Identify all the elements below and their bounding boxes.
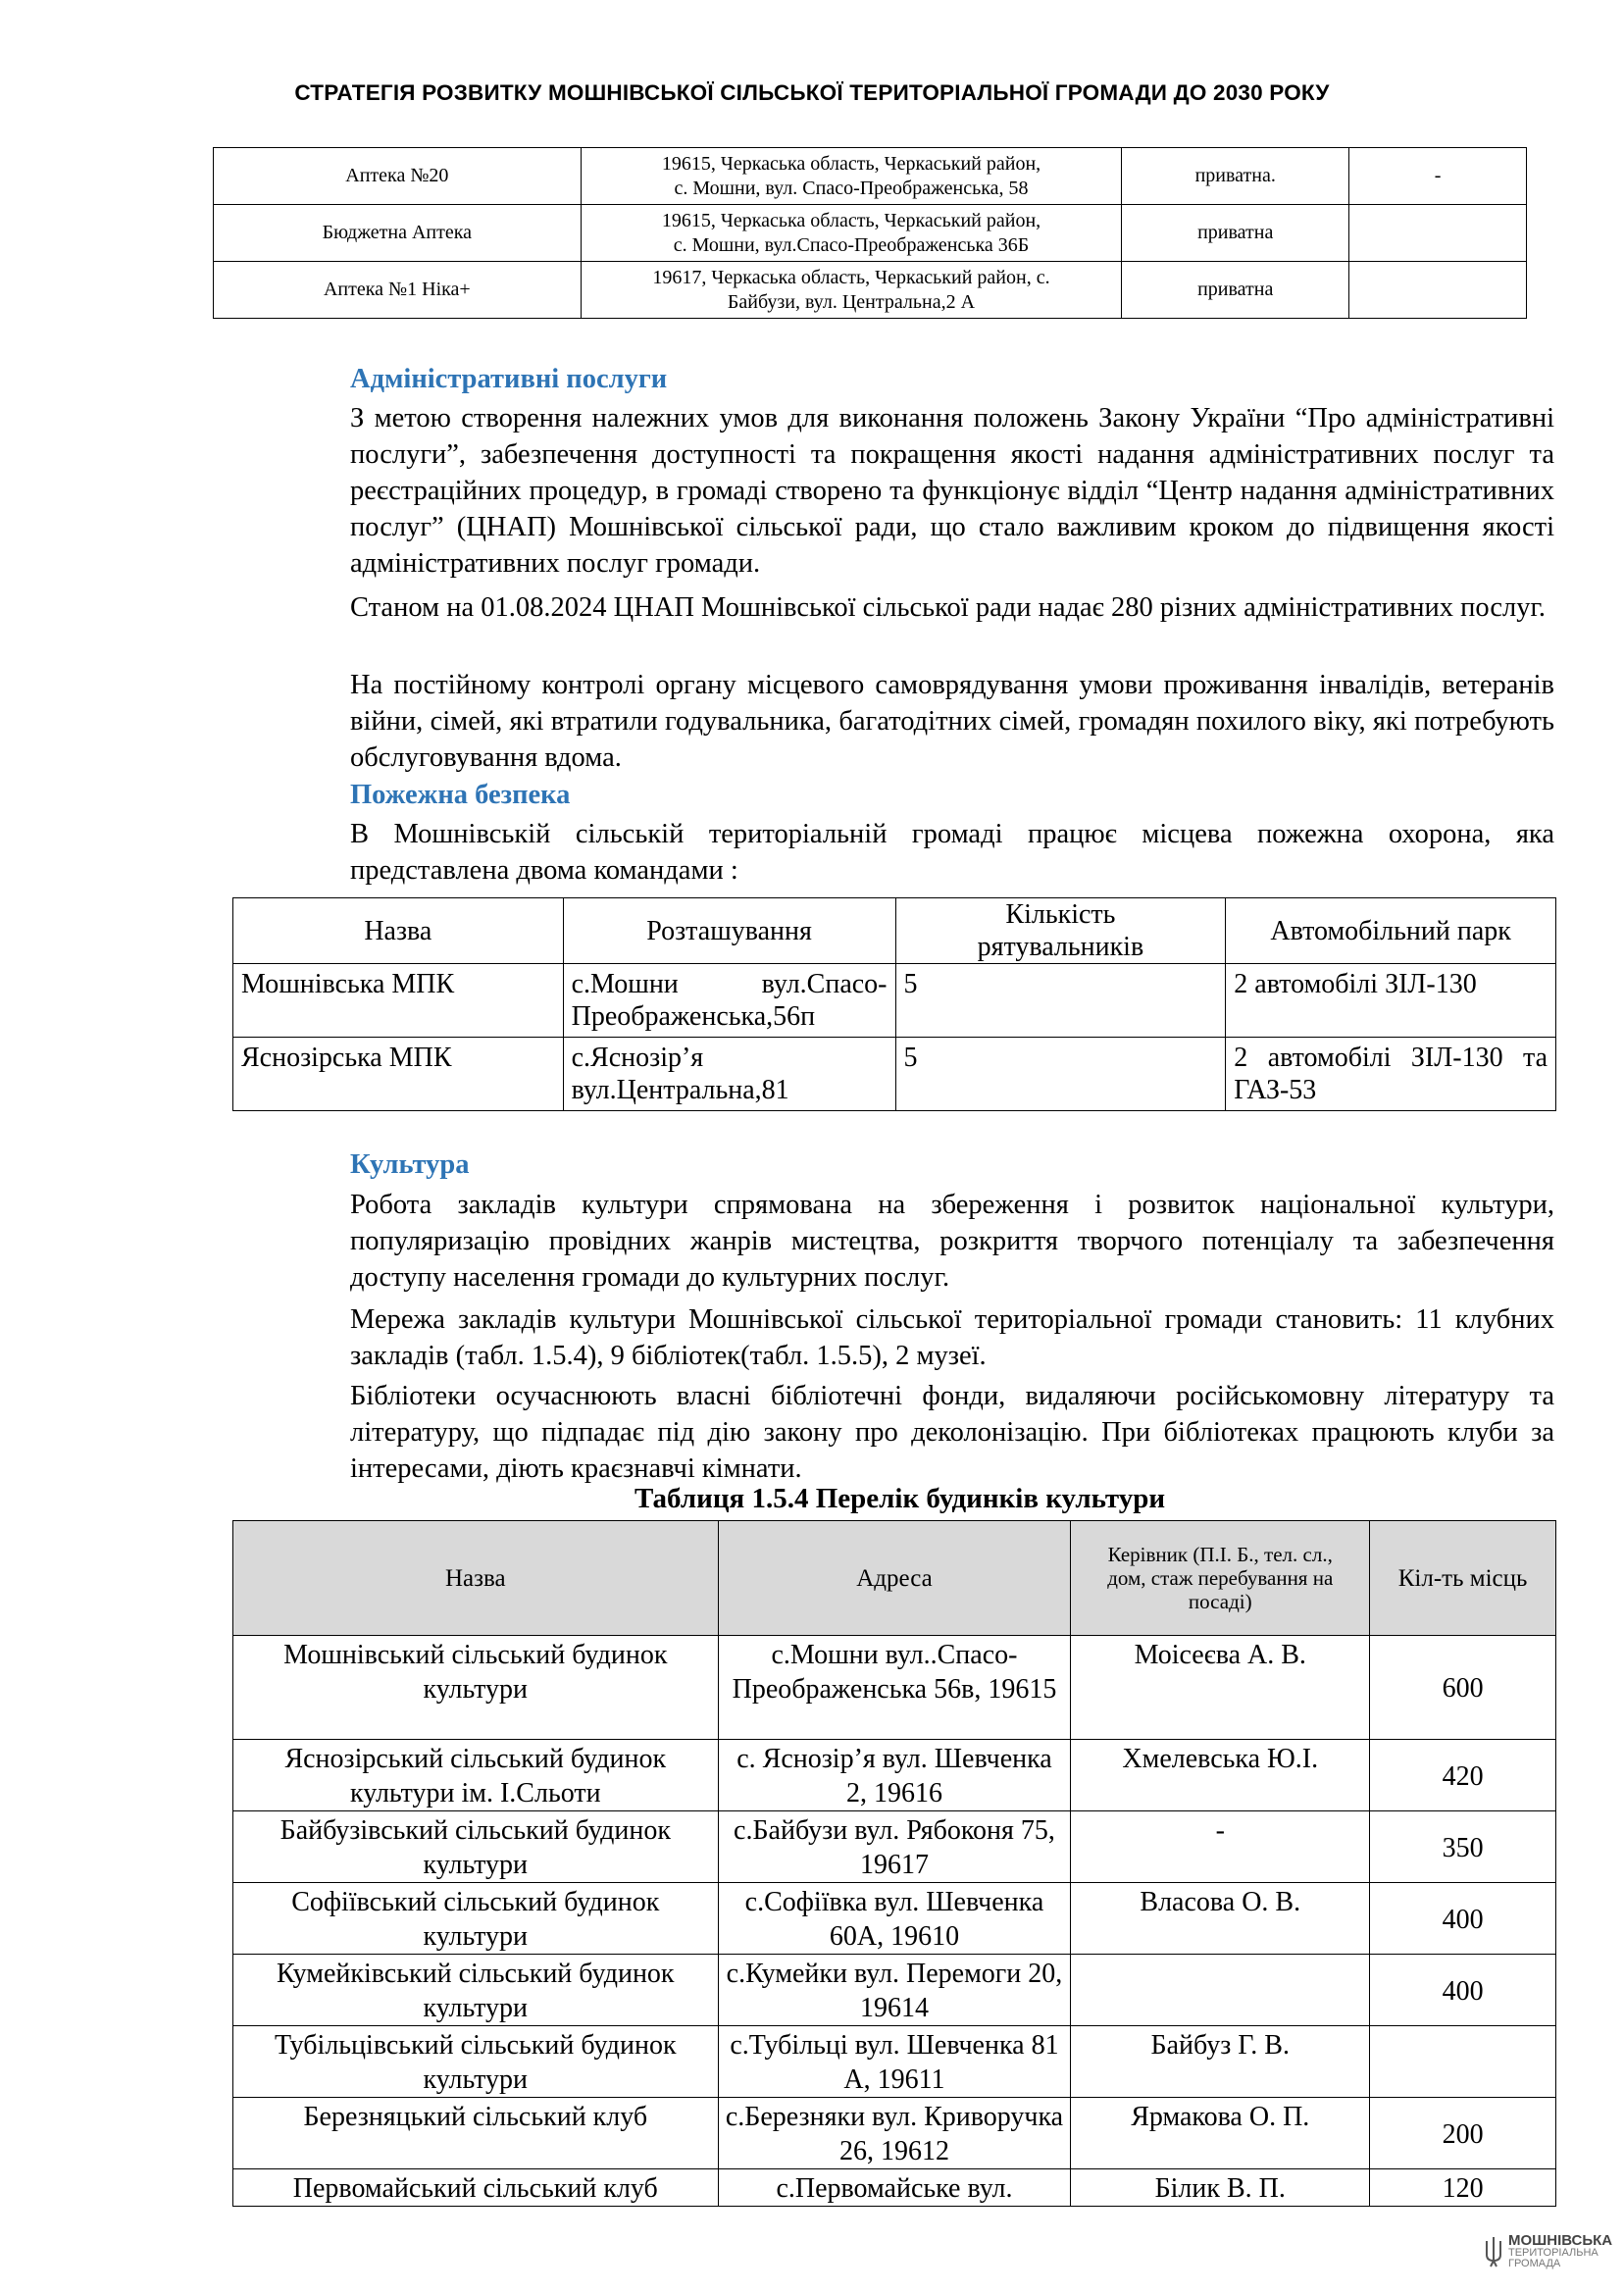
house-name: Кумейківський сільський будинок культури: [233, 1955, 719, 2026]
column-header: Керівник (П.І. Б., тел. сл., дом, стаж перебування на посаді): [1071, 1521, 1370, 1636]
brigade-count: 5: [895, 1038, 1226, 1111]
house-address: с.Кумейки вул. Перемоги 20, 19614: [718, 1955, 1071, 2026]
table-row: [214, 205, 1527, 262]
table-row: [233, 2026, 1556, 2098]
table-row: [214, 262, 1527, 319]
house-head: Хмелевська Ю.І.: [1071, 1740, 1370, 1811]
table-row: [233, 1955, 1556, 2026]
house-address: с. Яснозір’я вул. Шевченка 2, 19616: [718, 1740, 1071, 1811]
culture-houses-table: [232, 1520, 1556, 2207]
column-header: Назва: [233, 1521, 719, 1636]
brigade-count: 5: [895, 964, 1226, 1038]
culture-paragraph-3: Бібліотеки осучаснюють власні бібліотечні фонди, видаляючи російськомовну літературу та літературу, що підпадає під дію закону про деколонізацію. При бібліотеках працюють клуби за інтересами, діють краєзнавчі кімнати.: [350, 1381, 1554, 1484]
trident-icon: [1483, 2235, 1504, 2268]
table-row: [233, 964, 1556, 1038]
house-name: Софіївський сільський будинок культури: [233, 1883, 719, 1955]
admin-paragraph-1: З метою створення належних умов для виконання положень Закону України “Про адміністративні послуги”, забезпечення доступності та покращення якості надання адміністративних послуг та реєстраційних процедур, в громаді створено та функціонує відділ “Центр надання адміністративних послуг” (ЦНАП) Мошнівської сільської ради, що стало важливим кроком до підвищення якості адміністративних послуг громади.: [350, 403, 1554, 579]
house-head: Моісеєва А. В.: [1071, 1636, 1370, 1740]
culture-paragraph-2: Мережа закладів культури Мошнівської сільської територіальної громади становить: 11 клубних закладів (табл. 1.5.4), 9 бібліотек(табл. 1.5.5), 2 музеї.: [350, 1304, 1554, 1371]
brigade-location: с.Яснозір’я вул.Центральна,81: [563, 1038, 895, 1111]
house-address: с.Софіївка вул. Шевченка 60А, 19610: [718, 1883, 1071, 1955]
pharmacy-name: Бюджетна Аптека: [214, 205, 582, 262]
pharmacy-extra: [1349, 262, 1527, 319]
house-head: [1071, 1955, 1370, 2026]
culture-paragraph-1: Робота закладів культури спрямована на збереження і розвиток національної культури, популяризацію провідних жанрів мистецтва, розкриття творчого потенціалу та забезпечення доступу населення громади до культурних послуг.: [350, 1190, 1554, 1293]
house-head: Власова О. В.: [1071, 1883, 1370, 1955]
house-seats: 600: [1370, 1636, 1556, 1740]
table-row: [233, 1636, 1556, 1740]
pharmacy-address: 19615, Черкаська область, Черкаський район, с. Мошни, вул.Спасо-Преображенська 36Б: [581, 205, 1122, 262]
pharmacy-type: приватна: [1122, 205, 1349, 262]
house-name: Березняцький сільський клуб: [233, 2098, 719, 2169]
column-header: Розташування: [563, 898, 895, 964]
house-head: Ярмакова О. П.: [1071, 2098, 1370, 2169]
house-name: Первомайський сільський клуб: [233, 2169, 719, 2207]
fire-heading: Пожежна безпека: [350, 780, 571, 810]
admin-heading: Адміністративні послуги: [350, 364, 668, 394]
house-seats: 420: [1370, 1740, 1556, 1811]
fire-brigade-table: [232, 897, 1556, 1111]
pharmacy-address: 19617, Черкаська область, Черкаський район, с. Байбузи, вул. Центральна,2 А: [581, 262, 1122, 319]
brigade-location: с.Мошни вул.Спасо-Преображенська,56п: [563, 964, 895, 1038]
table-header-row: [233, 1521, 1556, 1636]
house-seats: 400: [1370, 1955, 1556, 2026]
table-row: [233, 1811, 1556, 1883]
house-name: Мошнівський сільський будинок культури: [233, 1636, 719, 1740]
house-name: Яснозірський сільський будинок культури ім. І.Сльоти: [233, 1740, 719, 1811]
table-row: [233, 1740, 1556, 1811]
house-head: Білик В. П.: [1071, 2169, 1370, 2207]
pharmacy-type: приватна: [1122, 262, 1349, 319]
brigade-name: Яснозірська МПК: [233, 1038, 564, 1111]
pharmacy-name: Аптека №1 Ніка+: [214, 262, 582, 319]
column-header: Назва: [233, 898, 564, 964]
admin-paragraph-2: Станом на 01.08.2024 ЦНАП Мошнівської сільської ради надає 280 різних адміністративних послуг.: [350, 592, 1547, 623]
house-name: Тубільцівський сільський будинок культури: [233, 2026, 719, 2098]
house-head: -: [1071, 1811, 1370, 1883]
table-header-row: [233, 898, 1556, 964]
column-header: Кіл-ть місць: [1370, 1521, 1556, 1636]
house-address: с.Байбузи вул. Рябоконя 75, 19617: [718, 1811, 1071, 1883]
house-seats: 350: [1370, 1811, 1556, 1883]
column-header: Автомобільний парк: [1226, 898, 1556, 964]
house-seats: 120: [1370, 2169, 1556, 2207]
column-header: Адреса: [718, 1521, 1071, 1636]
column-header: Кількість рятувальників: [895, 898, 1226, 964]
brigade-park: 2 автомобілі ЗІЛ-130 та ГАЗ-53: [1226, 1038, 1556, 1111]
house-name: Байбузівський сільський будинок культури: [233, 1811, 719, 1883]
culture-heading: Культура: [350, 1149, 470, 1180]
brigade-park: 2 автомобілі ЗІЛ-130: [1226, 964, 1556, 1038]
table-row: [233, 2098, 1556, 2169]
pharmacy-address: 19615, Черкаська область, Черкаський район, с. Мошни, вул. Спасо-Преображенська, 58: [581, 148, 1122, 205]
house-address: с.Мошни вул..Спасо-Преображенська 56в, 19615: [718, 1636, 1071, 1740]
logo-line-3: ГРОМАДА: [1508, 2258, 1561, 2269]
community-logo: [1483, 2233, 1612, 2269]
pharmacy-extra: [1349, 205, 1527, 262]
pharmacy-table: [213, 147, 1527, 319]
house-address: с.Тубільці вул. Шевченка 81 А, 19611: [718, 2026, 1071, 2098]
table-caption: Таблиця 1.5.4 Перелік будинків культури: [634, 1483, 1166, 1514]
house-seats: 200: [1370, 2098, 1556, 2169]
house-head: Байбуз Г. В.: [1071, 2026, 1370, 2098]
house-address: с.Первомайське вул.: [718, 2169, 1071, 2207]
table-row: [214, 148, 1527, 205]
house-address: с.Березняки вул. Криворучка 26, 19612: [718, 2098, 1071, 2169]
logo-line-1: МОШНІВСЬКА: [1508, 2232, 1613, 2249]
table-row: [233, 1883, 1556, 1955]
fire-intro: В Мошнівській сільській територіальній громаді працює місцева пожежна охорона, яка представлена двома командами :: [350, 819, 1554, 886]
pharmacy-type: приватна.: [1122, 148, 1349, 205]
table-row: [233, 1038, 1556, 1111]
house-seats: 400: [1370, 1883, 1556, 1955]
page-header: СТРАТЕГІЯ РОЗВИТКУ МОШНІВСЬКОЇ СІЛЬСЬКОЇ ТЕРИТОРІАЛЬНОЇ ГРОМАДИ ДО 2030 РОКУ: [294, 80, 1330, 105]
admin-paragraph-3: На постійному контролі органу місцевого самоврядування умови проживання інвалідів, ветеранів війни, сімей, які втратили годувальника, багатодітних сімей, громадян похилого віку, які потребують обслуговування вдома.: [350, 670, 1554, 773]
logo-line-2: ТЕРИТОРІАЛЬНА: [1508, 2247, 1599, 2259]
pharmacy-extra: -: [1349, 148, 1527, 205]
brigade-name: Мошнівська МПК: [233, 964, 564, 1038]
table-row: [233, 2169, 1556, 2207]
house-seats: [1370, 2026, 1556, 2098]
pharmacy-name: Аптека №20: [214, 148, 582, 205]
